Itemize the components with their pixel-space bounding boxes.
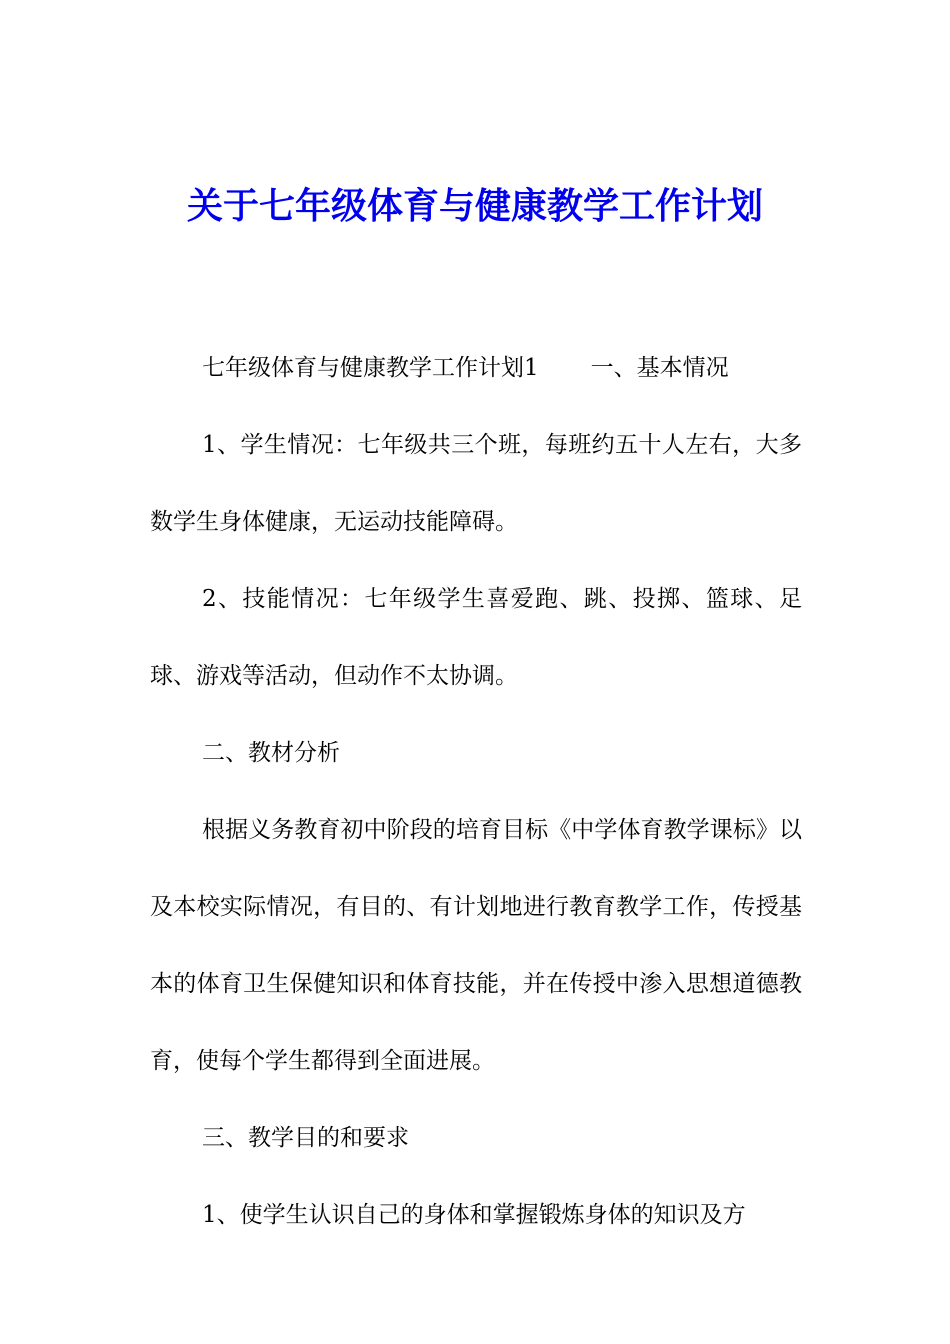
paragraph-materials-analysis: 根据义务教育初中阶段的培育目标《中学体育教学课标》以及本校实际情况，有目的、有计划地进行教育教学工作，传授基本的体育卫生保健知识和体育技能，并在传授中渗入思想道德教育，使每个学生都得到全面进展。 xyxy=(150,817,802,1074)
paragraph-student-situation: 1、学生情况：七年级共三个班，每班约五十人左右，大多数学生身体健康，无运动技能障碍。 xyxy=(150,432,802,535)
paragraph-skill-situation: 2、技能情况：七年级学生喜爱跑、跳、投掷、篮球、足球、游戏等活动，但动作不太协调。 xyxy=(150,586,802,689)
section-heading-materials: 二、教材分析 xyxy=(202,740,340,766)
intro-line xyxy=(150,330,802,407)
document-body xyxy=(150,330,802,1254)
paragraph-goal-1: 1、使学生认识自己的身体和掌握锻炼身体的知识及方 xyxy=(202,1202,746,1228)
section-heading-goals: 三、教学目的和要求 xyxy=(202,1125,409,1151)
plan-heading: 七年级体育与健康教学工作计划1 xyxy=(202,355,539,381)
section-heading-basic: 一、基本情况 xyxy=(590,355,729,381)
document-title: 关于七年级体育与健康教学工作计划 xyxy=(186,185,763,227)
